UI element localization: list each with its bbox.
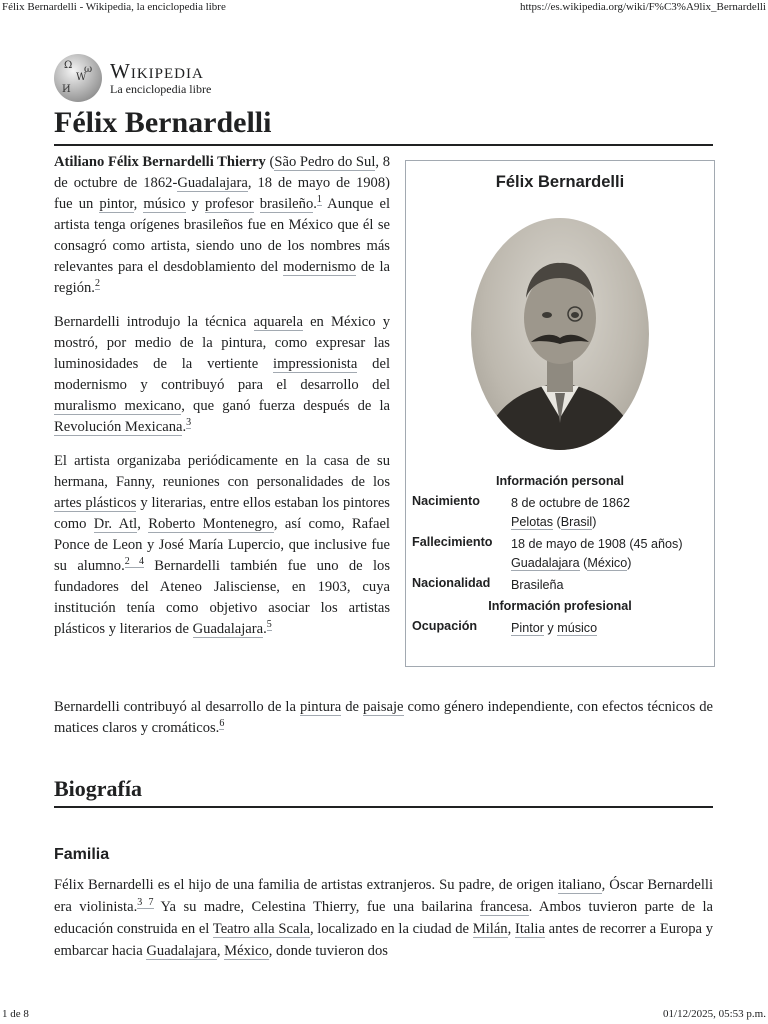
reference-link[interactable]: 5 xyxy=(266,619,272,631)
print-page-number: 1 de 8 xyxy=(2,1008,29,1020)
link-teatro-alla-scala[interactable]: Teatro alla Scala xyxy=(212,921,310,937)
infobox xyxy=(405,160,715,667)
text-fragment: , xyxy=(507,921,515,937)
link-brasileno[interactable]: brasileño xyxy=(259,196,314,212)
infobox-label: Ocupación xyxy=(412,618,478,633)
text-fragment: Félix Bernardelli es el hijo de una familia de artistas extranjeros. Su padre, de origen xyxy=(54,877,558,893)
text-fragment: Ya su madre, Celestina Thierry, fue una bailarina xyxy=(153,899,481,915)
infobox-title: Félix Bernardelli xyxy=(495,173,625,191)
text-fragment: , xyxy=(133,196,144,212)
text-fragment: . Ambos tuvieron parte de la educación construida en el xyxy=(54,899,714,937)
text-fragment: y xyxy=(543,620,558,635)
text-fragment: , donde tuvieron dos xyxy=(268,943,388,959)
text-fragment: , así como, Rafael Ponce de Leon y José María Lupercio, que inclusive fue su alumno. xyxy=(54,516,390,574)
link-impresionista[interactable]: impressionista xyxy=(273,356,358,372)
text-fragment: antes de recorrer a Europa y embarcar hacia xyxy=(54,921,713,959)
wordmark-tagline: La enciclopedia libre xyxy=(110,82,212,96)
text-fragment: de xyxy=(341,699,364,715)
text-fragment: y literarias, entre ellos estaban los pintores como xyxy=(54,495,390,532)
text-fragment: . xyxy=(263,621,267,637)
link-artes-plasticos[interactable]: artes plásticos xyxy=(54,495,137,511)
text-fragment: y xyxy=(185,196,206,212)
death-date: 18 de mayo de 1908 (45 años) xyxy=(511,537,683,551)
infobox-section-personal: Información personal xyxy=(495,474,625,488)
link-roberto-montenegro[interactable]: Roberto Montenegro xyxy=(148,516,274,532)
lead-paragraph-3 xyxy=(54,451,390,640)
portrait-image[interactable] xyxy=(471,218,649,450)
link-pintor[interactable]: Pintor xyxy=(511,620,544,635)
link-guadalajara[interactable]: Guadalajara xyxy=(177,175,248,191)
text-fragment: , Óscar Bernardelli era violinista. xyxy=(54,877,713,915)
reference-link[interactable]: 3 xyxy=(186,417,192,429)
wikipedia-logo[interactable] xyxy=(54,54,211,102)
link-francesa[interactable]: francesa xyxy=(480,899,529,915)
infobox-section-profesional: Información profesional xyxy=(488,598,632,613)
page-title: Félix Bernardelli xyxy=(54,104,713,146)
subsection-heading-familia: Familia xyxy=(54,846,110,863)
infobox-label: Nacionalidad xyxy=(412,576,491,590)
text-fragment: , localizado en la ciudad de xyxy=(309,921,473,937)
article-lead xyxy=(54,152,390,653)
link-paisaje[interactable]: paisaje xyxy=(363,699,404,715)
text-fragment: Bernardelli también fue uno de los fundadores del Ateneo Jalisciense, en 1903, cuya institución tenía como objetivo asociar los artistas plásticos y literarios de xyxy=(54,558,390,637)
infobox-row-fallecimiento xyxy=(406,535,714,572)
reference-link[interactable]: 2 xyxy=(94,278,100,290)
link-milan[interactable]: Milán xyxy=(472,921,508,937)
text-fragment: Aunque el artista tenga orígenes brasileños fue en México que él se consagró como artista, siendo uno de los nombres más relevantes para el desdoblamiento del xyxy=(54,196,390,275)
infobox-label: Fallecimiento xyxy=(412,535,493,549)
link-italiano[interactable]: italiano xyxy=(557,877,602,893)
text-fragment: , xyxy=(216,943,225,959)
link-modernismo[interactable]: modernismo xyxy=(283,259,357,275)
link-muralismo-mexicano[interactable]: muralismo mexicano xyxy=(54,398,182,414)
article-paragraph-4 xyxy=(54,697,713,739)
lead-paragraph-1 xyxy=(54,152,390,299)
infobox-row-nacionalidad xyxy=(406,576,714,595)
infobox-value xyxy=(511,535,708,572)
text-fragment: , xyxy=(137,516,149,532)
print-footer xyxy=(0,1008,768,1022)
link-mexico[interactable]: México xyxy=(587,555,628,570)
article-subject-name: Atiliano Félix Bernardelli Thierry xyxy=(54,154,266,170)
link-pelotas[interactable]: Pelotas xyxy=(511,514,554,529)
link-dr-atl[interactable]: Dr. Atl xyxy=(93,516,138,532)
wordmark-title: Wikipedia xyxy=(110,59,204,83)
link-italia[interactable]: Italia xyxy=(514,921,545,937)
text-fragment xyxy=(254,196,260,212)
text-fragment: en México y mostró, por medio de la pintura, como expresar las luminosidades de la vertiente xyxy=(54,314,390,372)
reference-link[interactable]: 6 xyxy=(219,718,225,730)
reference-link[interactable]: 3 7 xyxy=(137,897,154,909)
link-pintor[interactable]: pintor xyxy=(99,196,134,212)
text-fragment: El artista organizaba periódicamente en la casa de su hermana, Fanny, reuniones con personalidades de los xyxy=(54,453,390,490)
text-fragment: como género independiente, con efectos técnicos de matices claros y cromáticos. xyxy=(54,699,713,736)
familia-paragraph xyxy=(54,874,713,962)
text-fragment: . xyxy=(182,419,187,435)
text-fragment: Bernardelli contribuyó al desarrollo de la xyxy=(54,699,300,715)
infobox-label: Nacimiento xyxy=(412,494,480,508)
link-profesor[interactable]: profesor xyxy=(205,196,254,212)
link-mexico[interactable]: México xyxy=(224,943,269,959)
infobox-value xyxy=(511,619,708,638)
text-fragment: . xyxy=(313,196,317,212)
link-sao-pedro-do-sul[interactable]: São Pedro do Sul xyxy=(274,154,376,170)
wikipedia-globe-icon: Ω W И ω xyxy=(54,54,102,102)
link-pintura[interactable]: pintura xyxy=(299,699,342,715)
text-fragment: del modernismo y contribuyó para el desarrollo del xyxy=(54,356,391,393)
portrait-illustration xyxy=(471,218,649,450)
birth-date: 8 de octubre de 1862 xyxy=(511,496,631,510)
death-place: Guadalajara (México) xyxy=(511,555,632,570)
text-fragment: Bernardelli introdujo la técnica xyxy=(54,314,254,330)
reference-link[interactable]: 2 4 xyxy=(124,556,144,568)
text-fragment: , 18 de mayo de 1908) fue un xyxy=(54,175,390,212)
text-fragment: , que ganó fuerza después de la xyxy=(181,398,390,414)
link-guadalajara[interactable]: Guadalajara xyxy=(511,555,580,570)
link-guadalajara[interactable]: Guadalajara xyxy=(192,621,264,637)
print-header xyxy=(0,0,768,17)
text-fragment: ( xyxy=(265,154,275,170)
section-heading-biografia: Biografía xyxy=(54,774,713,808)
text-fragment: , 8 de octubre de 1862- xyxy=(54,154,391,191)
lead-paragraph-2 xyxy=(54,312,390,438)
birth-place: Pelotas (Brasil) xyxy=(511,514,597,529)
print-url: https://es.wikipedia.org/wiki/F%C3%A9lix_Bernardelli xyxy=(519,1,766,13)
link-musico[interactable]: músico xyxy=(557,620,598,635)
link-guadalajara[interactable]: Guadalajara xyxy=(146,943,217,959)
wikipedia-wordmark xyxy=(110,60,211,96)
infobox-row-ocupacion xyxy=(406,619,714,638)
link-musico[interactable]: músico xyxy=(143,196,186,212)
link-aquarela[interactable]: aquarela xyxy=(253,314,303,330)
infobox-value xyxy=(511,494,708,531)
link-brasil[interactable]: Brasil xyxy=(560,514,593,529)
reference-link[interactable]: 1 xyxy=(316,194,322,206)
print-datetime: 01/12/2025, 05:53 p.m. xyxy=(663,1008,766,1020)
print-page-title: Félix Bernardelli - Wikipedia, la enciclopedia libre xyxy=(2,1,226,13)
infobox-row-nacimiento xyxy=(406,494,714,531)
text-fragment: de la región. xyxy=(54,259,390,296)
infobox-value: Brasileña xyxy=(511,578,564,592)
link-revolucion-mexicana[interactable]: Revolución Mexicana xyxy=(54,419,183,435)
